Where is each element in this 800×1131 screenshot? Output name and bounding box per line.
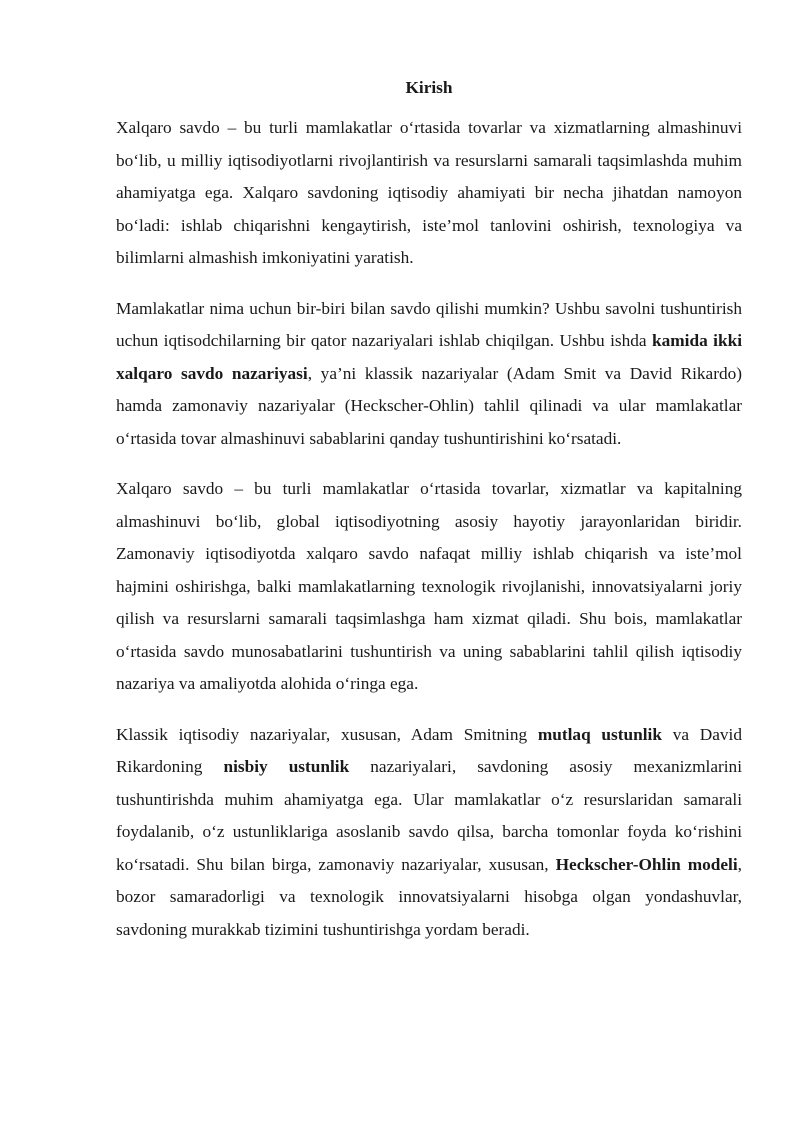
paragraph-text: Klassik iqtisodiy nazariyalar, xususan, Adam Smitning — [116, 724, 538, 744]
paragraph-theories — [116, 293, 742, 456]
emphasis-text: nisbiy ustunlik — [223, 757, 350, 776]
emphasis-text: mutlaq ustunlik — [537, 724, 662, 744]
paragraph-global-trade — [116, 473, 742, 701]
paragraph-classical — [116, 719, 742, 947]
paragraph-text: Xalqaro savdo – bu turli mamlakatlar o‘rtasida tovarlar va xizmatlarning almashinuvi bo‘lib, u milliy iqtisodiyotlarni rivojlantirish va resurslarni samarali taqsimlashda muhim ahamiyatga ega. Xalqaro savdoning iqtisodiy ahamiyati bir necha jihatdan namoyon bo‘ladi: ishlab chiqarishni kengaytirish, iste’mol tanlovini oshirish, texnologiya va bilimlarni almashish imkoniyatini yaratish. — [116, 118, 742, 267]
paragraph-intro — [116, 112, 742, 275]
page-title: Kirish — [405, 78, 453, 97]
document-body — [116, 74, 742, 964]
paragraph-text: , ya’ni klassik nazariyalar (Adam Smit va David Rikardo) hamda zamonaviy nazariyalar (Heckscher-Ohlin) tahlil qilinadi va ular mamlakatlar o‘rtasida tovar almashinuvi sabablarini qanday tushuntirishini ko‘rsatadi. — [116, 363, 742, 448]
paragraph-text: Mamlakatlar nima uchun bir-biri bilan savdo qilishi mumkin? Ushbu savolni tushuntirish uchun iqtisodchilarning bir qator nazariyalari ishlab chiqilgan. Ushbu ishda — [116, 298, 742, 350]
paragraph-text: nazariyalari, savdoning asosiy mexanizmlarini tushuntirishda muhim ahamiyatga ega. Ular mamlakatlar o‘z resurslaridan samarali foydalanib, o‘z ustunliklariga asoslanib savdo qilsa, barcha tomonlar foyda ko‘rishini ko‘rsatadi. Shu bilan birga, zamonaviy nazariyalar, xususan, — [116, 757, 742, 874]
emphasis-text: Heckscher-Ohlin modeli — [555, 854, 738, 874]
paragraph-text: va David Rikardoning — [116, 724, 742, 776]
emphasis-text: kamida ikki xalqaro savdo nazariyasi — [116, 331, 742, 383]
paragraph-text: Xalqaro savdo – bu turli mamlakatlar o‘rtasida tovarlar, xizmatlar va kapitalning almashinuvi bo‘lib, global iqtisodiyotning asosiy hayotiy jarayonlaridan biridir. Zamonaviy iqtisodiyotda xalqaro savdo nafaqat milliy ishlab chiqarish va iste’mol hajmini oshirishga, balki mamlakatlarning texnologik rivojlanishi, innovatsiyalarni joriy qilish va resurslarni samarali taqsimlashga ham xizmat qiladi. Shu bois, mamlakatlar o‘rtasida savdo munosabatlarini tushuntirish va uning sabablarini tahlil qilish iqtisodiy nazariya va amaliyotda alohida o‘ringa ega. — [116, 479, 742, 693]
paragraph-text: , bozor samaradorligi va texnologik innovatsiyalarni hisobga olgan yondashuvlar, savdoning murakkab tizimini tushuntirishga yordam beradi. — [116, 854, 742, 939]
